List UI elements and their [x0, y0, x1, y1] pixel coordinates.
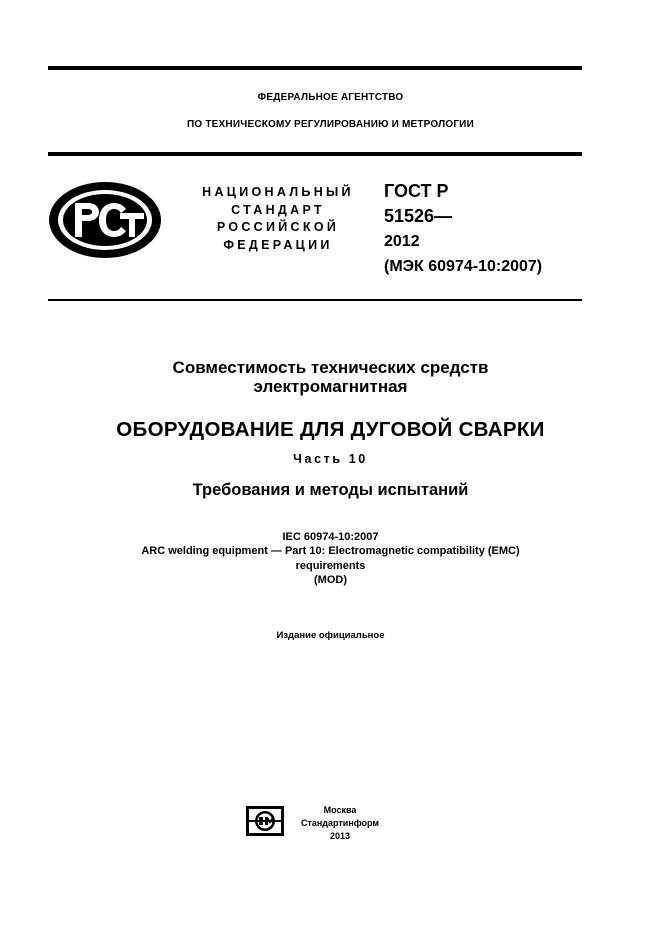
national-standard-line-4: ФЕДЕРАЦИИ: [223, 237, 333, 252]
title-line-2: электромагнитная: [253, 377, 408, 396]
iec-line-2: ARC welding equipment — Part 10: Electromagnetic compatibility (EMC): [141, 545, 520, 557]
agency-line-1: ФЕДЕРАЛЬНОЕ АГЕНТСТВО: [257, 92, 404, 103]
top-rule: [48, 66, 582, 70]
national-standard-block: [192, 184, 364, 254]
designation-line-1: ГОСТ Р: [384, 181, 449, 201]
edition-label: Издание официальное: [276, 630, 385, 641]
publisher-city: Москва: [323, 805, 357, 815]
agency-line-2: ПО ТЕХНИЧЕСКОМУ РЕГУЛИРОВАНИЮ И МЕТРОЛОГИИ: [187, 119, 474, 130]
publisher-year: 2013: [329, 831, 351, 841]
iec-line-1: IEC 60974-10:2007: [282, 531, 379, 543]
publisher-logo-icon: [246, 806, 284, 836]
iec-line-4: (MOD): [314, 574, 347, 586]
header-bottom-rule: [48, 299, 582, 301]
designation-line-4: (МЭК 60974-10:2007): [384, 258, 543, 275]
national-standard-line-2: СТАНДАРТ: [231, 202, 325, 217]
subtitle: Требования и методы испытаний: [192, 481, 469, 499]
agency-bottom-rule: [48, 152, 582, 156]
publisher-name: Стандартинформ: [300, 818, 380, 828]
national-standard-line-3: РОССИЙСКОЙ: [216, 220, 340, 234]
national-standard-line-1: НАЦИОНАЛЬНЫЙ: [202, 185, 354, 199]
gost-logo-icon: [48, 181, 162, 259]
standard-designation: [384, 179, 542, 279]
main-title: ОБОРУДОВАНИЕ ДЛЯ ДУГОВОЙ СВАРКИ: [116, 418, 545, 441]
part-number: Часть 10: [293, 452, 368, 466]
designation-line-3: 2012: [384, 233, 420, 250]
title-line-1: Совместимость технических средств: [172, 358, 489, 377]
iec-line-3: requirements: [295, 560, 366, 572]
designation-line-2: 51526—: [384, 206, 453, 226]
publisher-block: [290, 804, 390, 843]
